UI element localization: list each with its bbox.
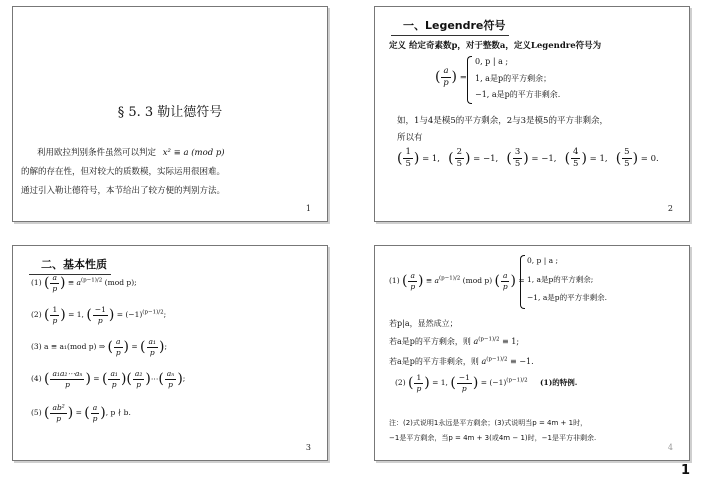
property-2-restated: (2) ( $\frac{1}{p}$ ) = 1, ( $\frac{-1}{p}$ ) = $(-1)^{(p-1)/2}$ (1)的特例. [395,373,578,393]
proof-line-2: 若a是p的平方剩余，则 $a^{(p-1)/2} \equiv 1$; [389,336,520,346]
property-1: (1) ( $\frac{a}{p}$ ) ≡ $a^{(p-1)/2}$ (mod p); [31,273,137,293]
section-heading: 二、基本性质 [41,258,107,271]
intro-line-2: 的解的存在性，但对较大的质数模，实际运用很困难。 [21,167,226,177]
slide-page-number: 3 [305,443,311,452]
note-line-2: −1是平方剩余，当p = 4m + 3(或4m − 1)时，−1是平方非剩余. [389,434,597,442]
proof-line-3: 若a是p的平方非剩余，则 $a^{(p-1)/2} \equiv -1$. [389,356,534,366]
case-3: −1, a是p的平方非剩余. [527,293,607,302]
proof-line-1: 若p|a，显然成立； [389,319,458,328]
example-3: ( $\frac{3}{5}$ ) = −1, [506,147,557,169]
case-1: 0, p | a ; [475,57,509,66]
note-line-1: 注：(2)式说明1永远是平方剩余；(3)式说明当p = 4m + 1时， [389,419,588,427]
property-1-restated: (1) ( $\frac{a}{p}$ ) ≡ $a^{(p-1)/2}$ (mod p) ( $\frac{a}{p}$ ) = [389,271,525,291]
case-2: 1, a是p的平方剩余; [527,275,594,284]
property-2: (2) ( $\frac{1}{p}$ ) = 1, ( $\frac{-1}{p}$ ) = $(-1)^{(p-1)/2}$; [31,305,167,325]
case-2: 1, a是p的平方剩余； [475,74,552,83]
intro-line-3: 通过引入勒让德符号，本节给出了较方便的判别方法。 [21,186,226,196]
definition-text: 定义 给定奇素数p，对于整数a，定义Legendre符号为 [389,41,602,51]
case-1: 0, p | a ; [527,256,559,265]
case-brace [520,255,525,309]
example-1: ( $\frac{1}{5}$ ) = 1, [397,147,440,169]
slide-page-number: 1 [305,204,311,213]
property-4: (4) ( $\frac{\text{a₁a₂⋯aₙ}}{p}$ ) = ( $\frac{\text{a₁}}{p}$ )( $\frac{\text{a₂}}{p}$ )⋯( $\frac{\text{aₙ}}{p}$ ); [31,369,186,389]
congruence-formula: x² ≡ a (mod p) [162,148,225,158]
slide-title: § 5. 3 勒让德符号 [117,105,223,120]
case-brace [467,56,472,104]
example-values [397,148,659,168]
property-5: (5) ( $\frac{\text{ab²}}{p}$ ) = ( $\frac{a}{p}$ ), p ∤ b. [31,403,131,423]
intro-text: 利用欧拉判别条件虽然可以判定 [37,148,157,158]
property-3: (3) a ≡ a₁(mod p) ⇒ ( $\frac{a}{p}$ ) = ( $\frac{\text{a₁}}{p}$ ); [31,337,167,357]
slide-page-number: 2 [667,204,673,213]
intro-line-1 [37,146,225,158]
legendre-symbol: ( $\frac{a}{p}$ ) = [435,66,467,88]
slide-2 [374,6,690,222]
example-5: ( $\frac{5}{5}$ ) = 0. [615,147,659,169]
slide-1 [12,6,328,222]
case-3: −1, a是p的平方非剩余. [475,90,561,99]
slide-3 [12,245,328,461]
example-line-2: 所以有 [397,133,423,143]
slide-4 [374,245,690,461]
example-line-1: 如，1与4是模5的平方剩余，2与3是模5的平方非剩余， [397,116,608,126]
example-4: ( $\frac{4}{5}$ ) = 1, [564,147,608,169]
example-2: ( $\frac{2}{5}$ ) = −1, [448,147,499,169]
section-heading: 一、Legendre符号 [403,19,506,32]
sheet-page-number: 1 [680,463,690,478]
slide-page-number: 4 [667,443,673,452]
